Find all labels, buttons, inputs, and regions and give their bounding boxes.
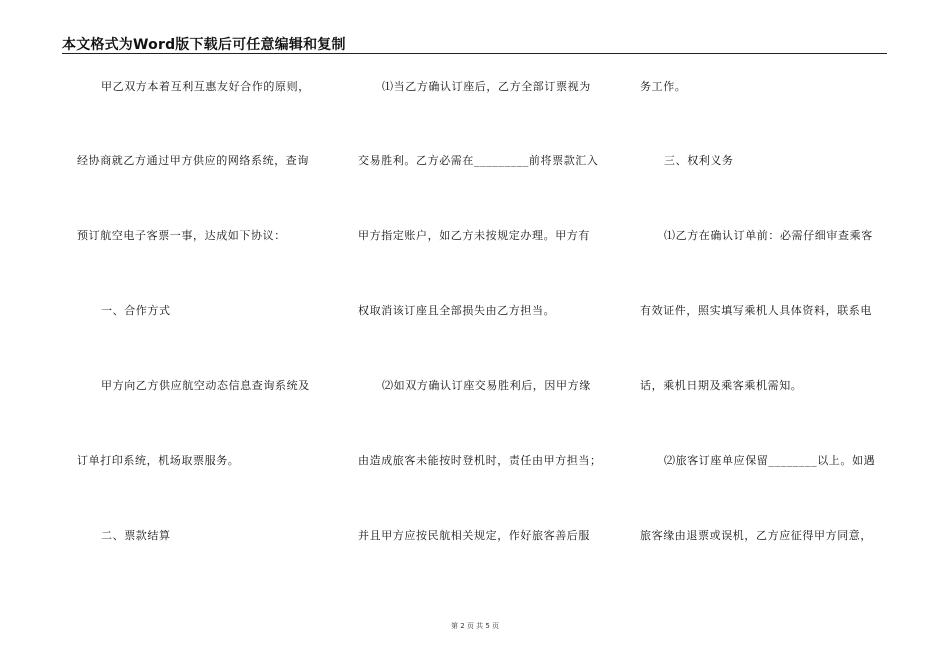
- paragraph-line: ⑴乙方在确认订单前：必需仔细审查乘客: [664, 229, 873, 242]
- page-number-footer: 第 2 页 共 5 页: [450, 622, 500, 630]
- paragraph-line: 甲方向乙方供应航空动态信息查询系统及: [101, 379, 310, 392]
- paragraph-line: 有效证件，照实填写乘机人具体资料，联系电: [640, 304, 872, 317]
- paragraph-line: ⑴当乙方确认订座后，乙方全部订票视为: [382, 80, 591, 93]
- paragraph-line: 权取消该订座且全部损失由乙方担当。: [358, 304, 556, 317]
- section-heading: 一、合作方式: [101, 304, 171, 317]
- paragraph-line: 预订航空电子客票一事，达成如下协议：: [77, 229, 286, 242]
- paragraph-line: 由造成旅客未能按时登机时，责任由甲方担当；: [358, 454, 602, 467]
- paragraph-line: 经协商就乙方通过甲方供应的网络系统，查询: [77, 154, 309, 167]
- paragraph-line: 旅客缘由退票或误机，乙方应征得甲方同意，: [640, 529, 872, 542]
- paragraph-line: 并且甲方应按民航相关规定，作好旅客善后服: [358, 529, 590, 542]
- paragraph-line: ⑵旅客订座单应保留________以上。如遇: [664, 454, 876, 467]
- section-heading: 二、票款结算: [101, 529, 171, 542]
- paragraph-line: 订单打印系统，机场取票服务。: [77, 454, 240, 467]
- paragraph-line: 甲方指定账户，如乙方未按规定办理。甲方有: [358, 229, 590, 242]
- paragraph-line: ⑵如双方确认订座交易胜利后，因甲方缘: [382, 379, 591, 392]
- paragraph-line: 交易胜利。乙方必需在_________前将票款汇入: [358, 154, 599, 167]
- paragraph-line: 话，乘机日期及乘客乘机需知。: [640, 379, 803, 392]
- section-heading: 三、权利义务: [664, 154, 734, 167]
- paragraph-line: 务工作。: [640, 80, 687, 93]
- paragraph-line: 甲乙双方本着互利互惠友好合作的原则，: [101, 80, 310, 93]
- document-header-title: 本文格式为Word版下载后可任意编辑和复制: [62, 37, 346, 53]
- header-divider: [62, 53, 887, 54]
